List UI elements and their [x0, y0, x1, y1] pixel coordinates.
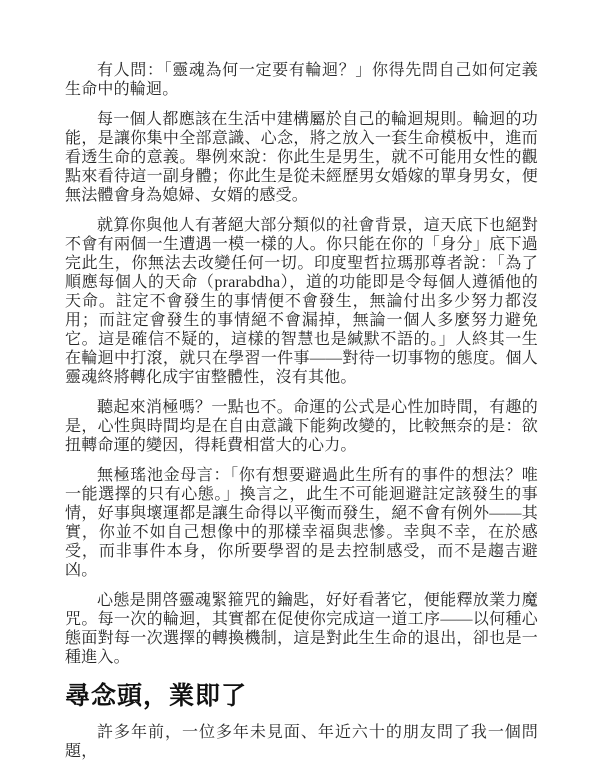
paragraph-6: 心態是開啓靈魂緊箍咒的鑰匙，好好看著它，便能釋放業力魔咒。每一次的輪迴，其實都在促使你完成這一道工序——以何種心態面對每一次選擇的轉換機制，這是對此生生命的退出，卻也是一種進入。 — [65, 592, 538, 666]
body-text-block — [65, 61, 538, 761]
paragraph-7: 許多年前，一位多年未見面、年近六十的朋友問了我一個問題， — [65, 724, 538, 760]
paragraph-3: 就算你與他人有著絕大部分類似的社會背景，這天底下也絕對不會有兩個一生遭遇一模一樣的人。你只能在你的「身分」底下過完此生，你無法去改變任何一切。印度聖哲拉瑪那尊者說：「為了順應每個人的天命（prarabdha），道的功能即是令每個人遵循他的天命。註定不會發生的事情便不會發生，無論付出多少努力都沒用；而註定會發生的事情絕不會漏掉，無論一個人多麼努力避免它。這是確信不疑的，這樣的智慧也是緘默不語的。」人終其一生在輪迴中打滾，就只在學習一件事——對待一切事物的態度。個人靈魂終將轉化成宇宙整體性，沒有其他。 — [65, 217, 538, 386]
paragraph-1: 有人問：「靈魂為何一定要有輪迴？」你得先問自己如何定義生命中的輪迴。 — [65, 62, 538, 98]
paragraph-5: 無極瑤池金母言：「你有想要避過此生所有的事件的想法？唯一能選擇的只有心態。」換言之，此生不可能迴避註定該發生的事情，好事與壞運都是讓生命得以平衡而發生，絕不會有例外——其實，你並不如自己想像中的那樣幸福與悲慘。幸與不幸，在於感受，而非事件本身，你所要學習的是去控制感受，而不是趨吉避凶。 — [65, 467, 538, 579]
section-heading: 尋念頭，業即了 — [65, 682, 248, 710]
paragraph-2: 每一個人都應該在生活中建構屬於自己的輪迴規則。輪迴的功能，是讓你集中全部意識、心念，將之放入一套生命模板中，進而看透生命的意義。舉例來說：你此生是男生，就不可能用女性的觀點來看待這一副身體；你此生是從未經歷男女婚嫁的單身男女，便無法體會身為媳婦、女婿的感受。 — [65, 111, 538, 204]
paragraph-4: 聽起來消極嗎？一點也不。命運的公式是心性加時間，有趣的是，心性與時間均是在自由意識下能夠改變的，比較無奈的是：欲扭轉命運的變因，得耗費相當大的心力。 — [65, 399, 538, 454]
